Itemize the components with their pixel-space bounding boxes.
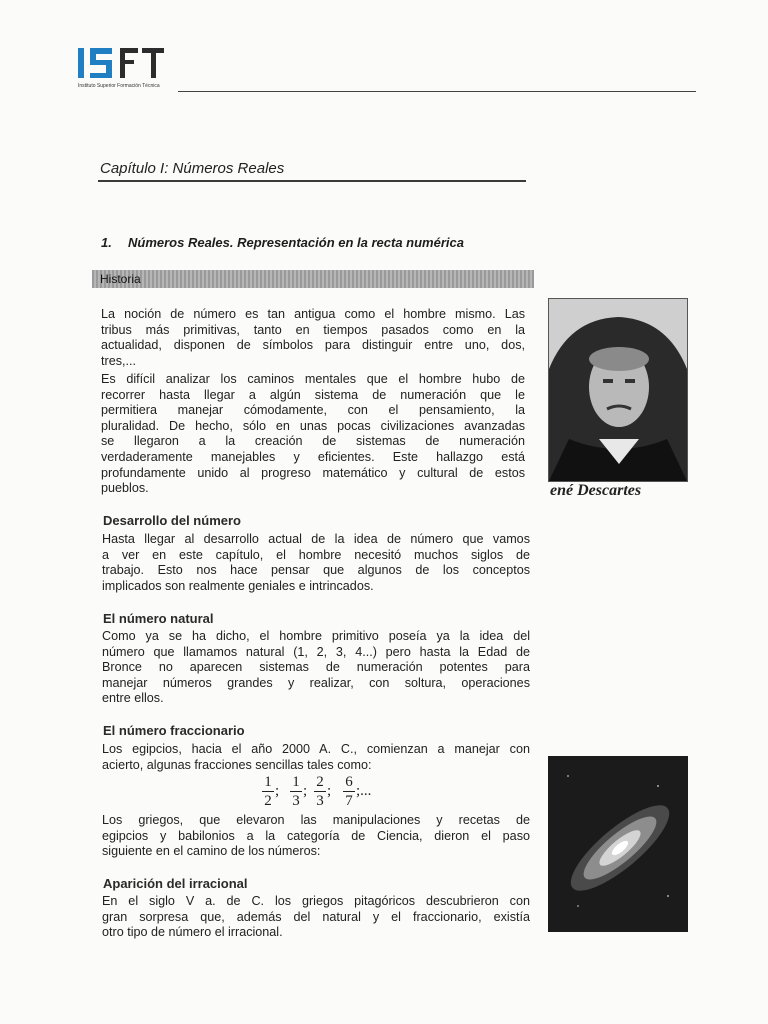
text-line: profundamente unido al progreso matemático y cultural de estos (101, 465, 525, 480)
historia-label: Historia (100, 272, 141, 286)
text-line: Es difícil analizar los caminos mentales que el hombre hubo de (101, 372, 525, 386)
fraction-separator: ; (303, 783, 308, 799)
text-line: manejar números grandes y realizar, con soltura, operaciones (102, 675, 530, 690)
irracional-paragraph (102, 894, 530, 941)
fraction-1-3: 1 3 (290, 774, 302, 809)
text-line: gran sorpresa que, además del natural y el fraccionario, existía (102, 909, 530, 924)
text-line: trabajo. Esto nos hace pensar que algunos de los conceptos (102, 563, 530, 578)
historia-paragraph-2 (101, 372, 525, 497)
text-line: permitiera manejar cómodamente, con el pensamiento, la (101, 403, 525, 418)
fraccionario-paragraph-1 (102, 742, 530, 773)
fraccionario-paragraph-2 (102, 813, 530, 860)
heading-irracional: Aparición del irracional (103, 876, 248, 891)
historia-paragraph-1 (101, 307, 525, 369)
text-line: Hasta llegar al desarrollo actual de la idea de número que vamos (102, 532, 530, 546)
section-title: Números Reales. Representación en la recta numérica (128, 235, 464, 250)
isft-logo (78, 46, 178, 96)
logo-subtitle: Instituto Superior Formación Técnica (78, 83, 160, 89)
text-line: verdaderamente manejables y eficientes. Este hallazgo está (101, 449, 525, 464)
text-line: Los griegos, que elevaron las manipulaciones y recetas de (102, 813, 530, 827)
heading-desarrollo: Desarrollo del número (103, 513, 241, 528)
text-line: entre ellos. (102, 691, 164, 706)
fraction-6-7: 6 7 (343, 774, 355, 809)
heading-natural: El número natural (103, 611, 214, 626)
chapter-title: Capítulo I: Números Reales (100, 160, 285, 177)
section-number: 1. (101, 235, 112, 250)
text-line: acierto, algunas fracciones sencillas tales como: (102, 757, 372, 772)
text-line: Los egipcios, hacia el año 2000 A. C., comienzan a manejar con (102, 742, 530, 756)
historia-band (92, 270, 534, 288)
fraction-2-3: 2 3 (314, 774, 326, 809)
fraction-separator: ; (327, 783, 332, 799)
text-line: tribus más primitivas, tanto en tiempos pasados como en la (101, 322, 525, 337)
descartes-caption: ené Descartes (550, 482, 642, 499)
header-rule (178, 91, 696, 92)
text-line: siguiente en el camino de los números: (102, 844, 321, 859)
natural-paragraph (102, 629, 530, 707)
text-line: se llegaron a la creación de sistemas de numeración (101, 434, 525, 449)
text-line: actualidad, disponen de símbolos para distinguir entre uno, dos, (101, 338, 525, 353)
text-line: egipcios y babilonios a la categoría de Ciencia, dieron el paso (102, 828, 530, 843)
chapter-rule (98, 180, 526, 182)
text-line: implicados son realmente geniales e intrincados. (102, 578, 374, 593)
heading-fraccionario: El número fraccionario (103, 723, 245, 738)
desarrollo-paragraph (102, 532, 530, 594)
fraction-ellipsis: ;... (356, 783, 372, 799)
text-line: pueblos. (101, 481, 149, 496)
text-line: En el siglo V a. de C. los griegos pitagóricos descubrieron con (102, 894, 530, 908)
text-line: número que llamamos natural (1, 2, 3, 4...) pero hasta la Edad de (102, 644, 530, 659)
text-line: Bronce no aparecen sistemas de numeración potentes para (102, 660, 530, 675)
text-line: otro tipo de número el irracional. (102, 925, 283, 940)
text-line: Como ya se ha dicho, el hombre primitivo poseía ya la idea del (102, 629, 530, 643)
logo-mark (78, 46, 168, 82)
text-line: La noción de número es tan antigua como el hombre mismo. Las (101, 307, 525, 321)
text-line: a ver en este capítulo, el hombre necesitó muchos siglos de (102, 547, 530, 562)
text-line: tres,... (101, 353, 136, 368)
text-line: recorrer hasta llegar a algún sistema de numeración que le (101, 387, 525, 402)
fraction-separator: ; (275, 783, 280, 799)
galaxy-image (548, 756, 688, 932)
fraction-1-2: 1 2 (262, 774, 274, 809)
descartes-portrait (548, 298, 688, 482)
text-line: pluralidad. De hecho, sólo en unas pocas civilizaciones avanzadas (101, 418, 525, 433)
